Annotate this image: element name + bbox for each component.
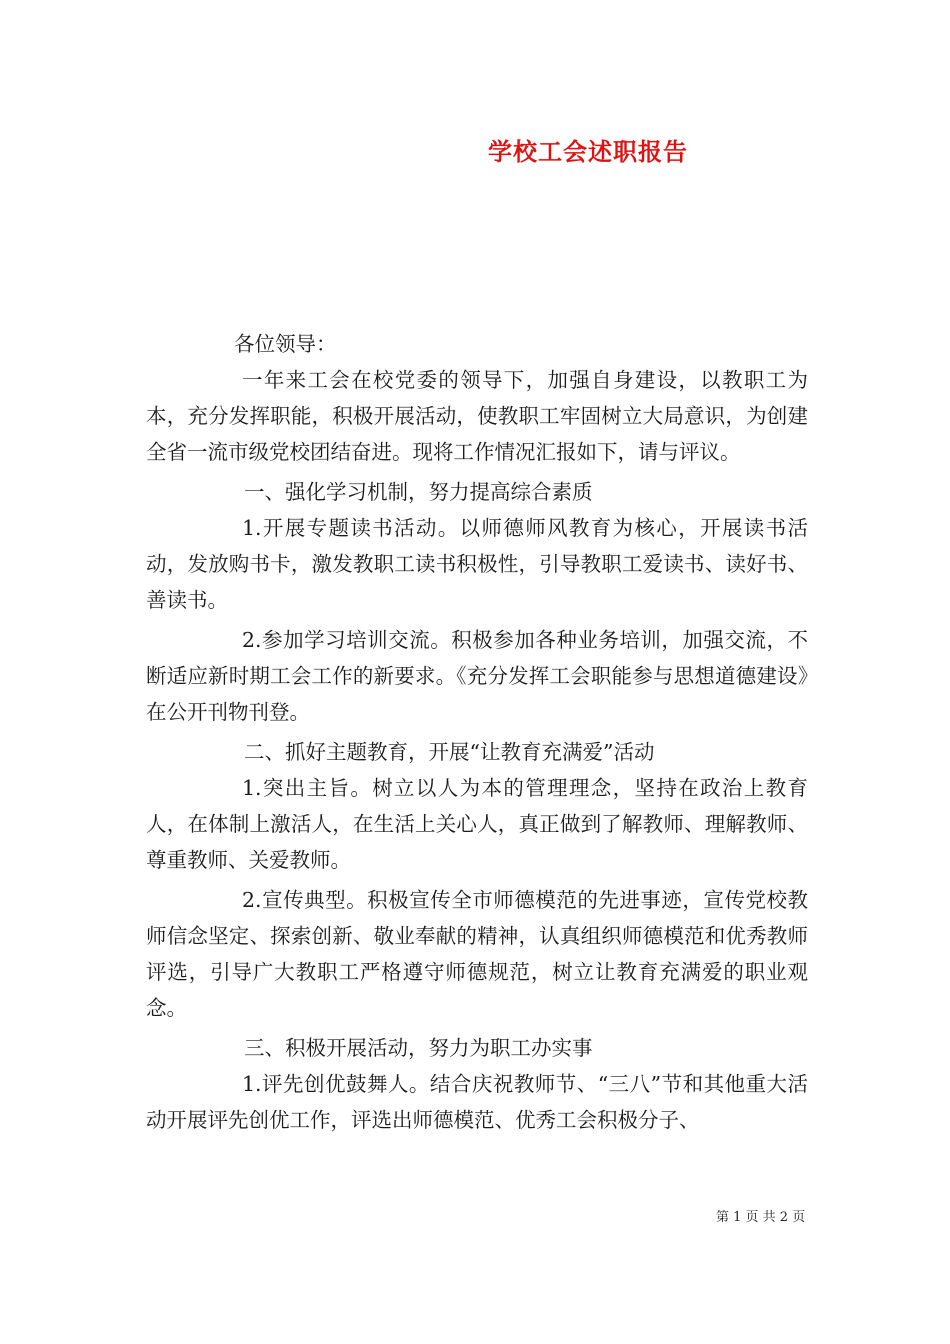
document-body	[146, 326, 808, 1138]
paragraph-intro: 一年来工会在校党委的领导下，加强自身建设，以教职工为本，充分发挥职能，积极开展活动，使教职工牢固树立大局意识，为创建全省一流市级党校团结奋进。现将工作情况汇报如下，请与评议。	[146, 368, 808, 464]
paragraph-2-1: 1.突出主旨。树立以人为本的管理理念，坚持在政治上教育人，在体制上激活人，在生活上关心人，真正做到了解教师、理解教师、尊重教师、关爱教师。	[146, 776, 808, 872]
salutation: 各位领导：	[234, 332, 337, 356]
paragraph-2-2: 2.宣传典型。积极宣传全市师德模范的先进事迹，宣传党校教师信念坚定、探索创新、敬业奉献的精神，认真组织师德模范和优秀教师评选，引导广大教职工严格遵守师德规范，树立让教育充满爱的职业观念。	[146, 888, 808, 1020]
section-heading-1: 一、强化学习机制，努力提高综合素质	[244, 480, 593, 504]
paragraph-1-1: 1.开展专题读书活动。以师德师风教育为核心，开展读书活动，发放购书卡，激发教职工读书积极性，引导教职工爱读书、读好书、善读书。	[146, 516, 808, 612]
section-heading-2: 二、抓好主题教育，开展“让教育充满爱”活动	[244, 740, 655, 764]
section-heading-3: 三、积极开展活动，努力为职工办实事	[244, 1036, 593, 1060]
document-title: 学校工会述职报告	[488, 137, 688, 166]
page-number: 第 1 页 共 2 页	[716, 1210, 806, 1225]
paragraph-1-2: 2.参加学习培训交流。积极参加各种业务培训，加强交流，不断适应新时期工会工作的新要求。《充分发挥工会职能参与思想道德建设》在公开刊物刊登。	[146, 628, 808, 724]
paragraph-3-1: 1.评先创优鼓舞人。结合庆祝教师节、“三八”节和其他重大活动开展评先创优工作，评选出师德模范、优秀工会积极分子、	[146, 1072, 808, 1132]
